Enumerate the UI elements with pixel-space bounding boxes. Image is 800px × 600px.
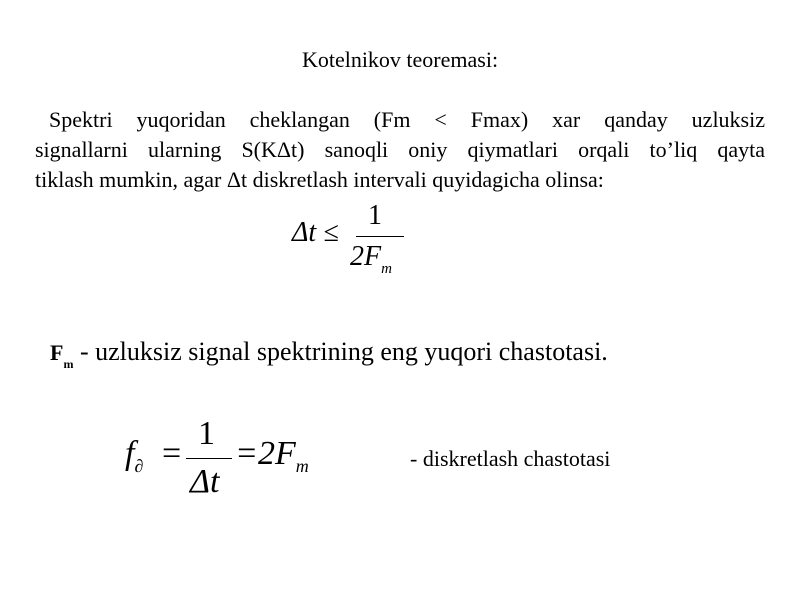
fm-symbol: F xyxy=(50,340,64,365)
paragraph-line-2: signallarni ularning S(KΔt) sanoqli oniy qiymatlari orqali to’liq qayta xyxy=(35,137,765,162)
formula1-numerator: 1 xyxy=(368,200,382,231)
paragraph-line-1: Spektri yuqoridan cheklangan (Fm < Fmax) xar qanday uzluksiz xyxy=(49,107,765,132)
page-title: Kotelnikov teoremasi: xyxy=(301,47,499,72)
fm-definition xyxy=(50,336,608,372)
sampling-interval-formula xyxy=(292,200,412,280)
formula2-denominator: Δt xyxy=(190,463,220,500)
theorem-paragraph xyxy=(35,105,765,195)
fm-definition-text: - uzluksiz signal spektrining eng yuqori chastotasi. xyxy=(79,337,608,366)
formula1-denominator-sub: m xyxy=(381,261,392,277)
formula2-description: - diskretlash chastotasi xyxy=(410,446,611,471)
formula1-lhs: Δt ≤ xyxy=(292,217,339,248)
formula2-equals: = xyxy=(162,435,182,472)
fm-symbol-sub: m xyxy=(63,357,74,371)
formula2-f-main: f xyxy=(125,435,135,472)
formula1-denominator-main: 2F xyxy=(350,241,382,272)
paragraph-line-3: tiklash mumkin, agar Δt diskretlash intervali quyidagicha olinsa: xyxy=(35,167,604,192)
formula1-denominator xyxy=(350,241,392,277)
formula2-fraction-bar xyxy=(186,458,232,459)
formula1-fraction-bar xyxy=(356,236,404,237)
formula2-f-sub: ∂ xyxy=(134,456,144,476)
formula2-numerator: 1 xyxy=(198,415,215,452)
formula2-rhs-main: =2F xyxy=(235,435,296,472)
formula2-f-symbol xyxy=(125,435,144,476)
sampling-frequency-formula xyxy=(120,415,340,505)
formula2-rhs-sub: m xyxy=(295,456,309,476)
formula2-rhs xyxy=(235,435,309,476)
